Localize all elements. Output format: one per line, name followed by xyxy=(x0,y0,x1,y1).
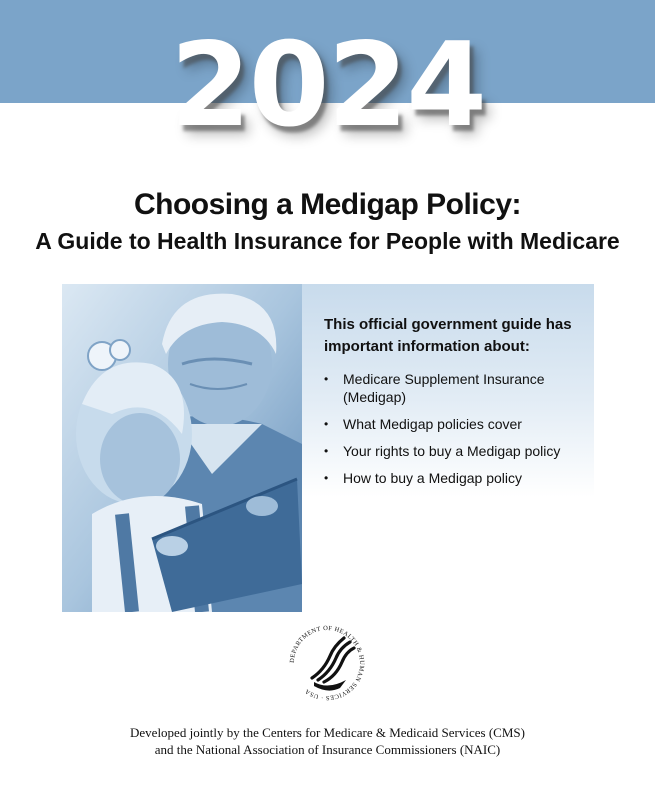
footer-line1: Developed jointly by the Centers for Medicare & Medicaid Services (CMS) xyxy=(130,725,525,740)
cover-year: 2024 xyxy=(170,18,485,153)
hhs-seal-graphic xyxy=(284,620,370,706)
footer-credit xyxy=(0,724,655,758)
page-subtitle: A Guide to Health Insurance for People with Medicare xyxy=(35,228,620,254)
grandfather-and-girl-reading-photo xyxy=(62,284,302,612)
info-heading-line1: This official government guide has xyxy=(324,316,572,333)
photo-illustration xyxy=(62,284,302,612)
info-panel xyxy=(302,284,594,612)
topic-list xyxy=(324,370,586,496)
list-item xyxy=(324,442,586,460)
list-item-text: Medicare Supplement Insurance xyxy=(343,371,545,387)
bullet-icon: • xyxy=(324,372,329,386)
info-heading xyxy=(324,314,586,358)
info-heading-line2: important information about: xyxy=(324,338,530,355)
list-item xyxy=(324,415,586,433)
list-item-text: Your rights to buy a Medigap policy xyxy=(343,443,561,459)
seal-text: DEPARTMENT OF HEALTH & HUMAN SERVICES · USA xyxy=(288,624,366,702)
list-item xyxy=(324,370,586,406)
hhs-seal-icon xyxy=(284,620,370,706)
footer-line2: and the National Association of Insurance Commissioners (NAIC) xyxy=(154,742,501,757)
list-item xyxy=(324,469,586,487)
bullet-icon: • xyxy=(324,417,329,431)
list-item-text: What Medigap policies cover xyxy=(343,416,522,432)
bullet-icon: • xyxy=(324,471,329,485)
bullet-icon: • xyxy=(324,444,329,458)
page-title: Choosing a Medigap Policy: xyxy=(133,188,522,221)
list-item-text-cont: (Medigap) xyxy=(343,389,407,405)
list-item-text: How to buy a Medigap policy xyxy=(343,470,522,486)
